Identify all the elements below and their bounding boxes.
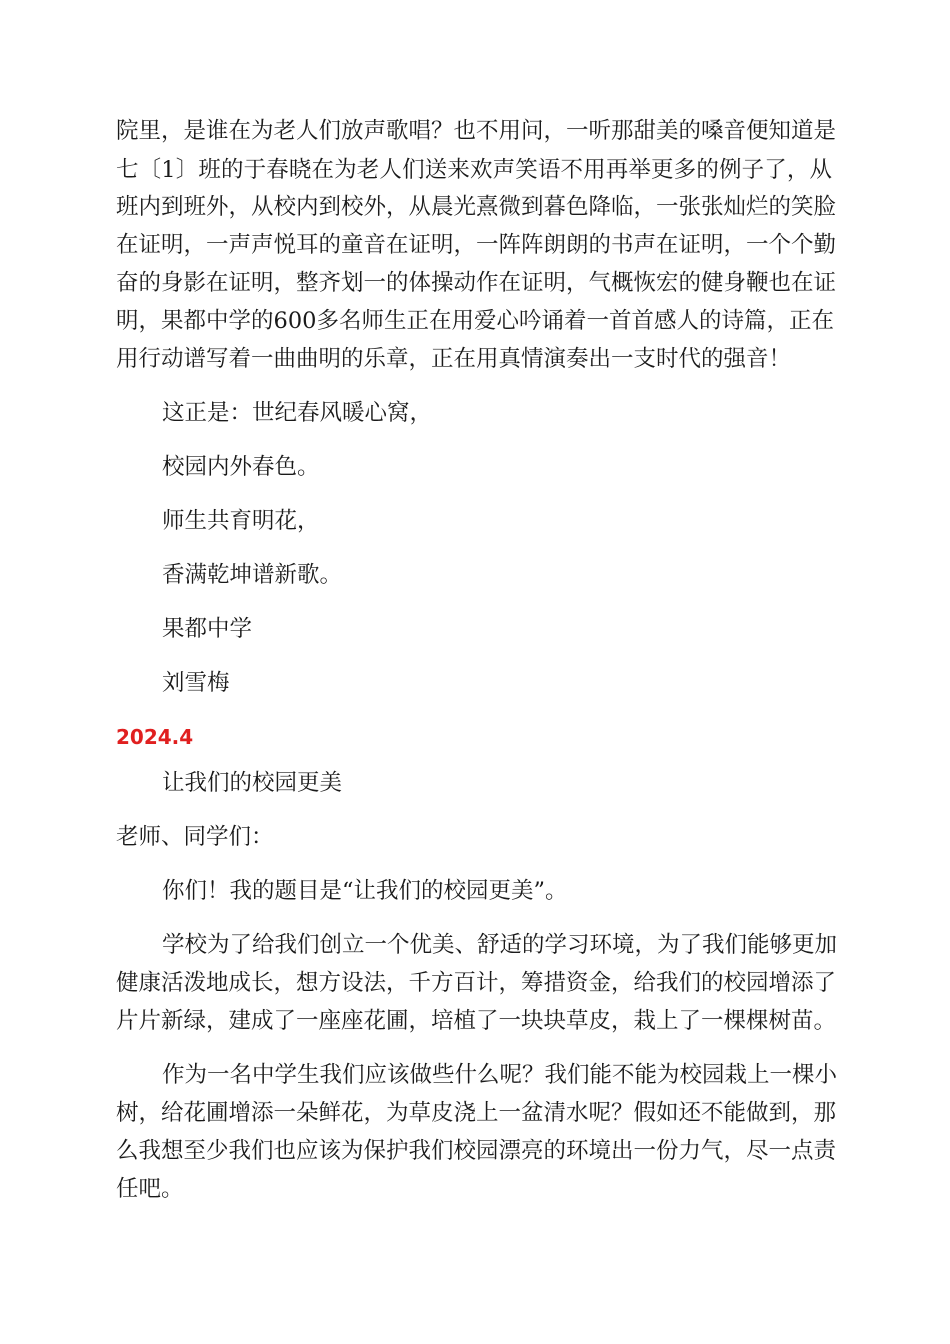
paragraph-line: 学校为了给我们创立一个优美、舒适的学习环境，为了我们能够更加	[162, 932, 838, 958]
paragraph-line: 作为一名中学生我们应该做些什么呢？我们能不能为校园栽上一棵小	[162, 1062, 838, 1088]
paragraph-line: 班内到班外，从校内到校外，从晨光熹微到暮色降临，一张张灿烂的笑脸	[116, 194, 837, 220]
poem-line: 香满乾坤谱新歌。	[162, 562, 343, 588]
poem-line: 师生共育明花，	[162, 508, 320, 534]
date: 2024.4	[116, 725, 194, 749]
paragraph-line: 片片新绿，建成了一座座花圃，培植了一块块草皮，栽上了一棵棵树苗。	[116, 1008, 837, 1034]
paragraph-line: 健康活泼地成长，想方设法，千方百计，筹措资金，给我们的校园增添了	[116, 970, 837, 996]
poem-line: 校园内外春色。	[162, 454, 320, 480]
intro-line: 你们！我的题目是“让我们的校园更美”。	[162, 878, 568, 904]
school-name: 果都中学	[162, 616, 253, 642]
paragraph-line: 么我想至少我们也应该为保护我们校园漂亮的环境出一份力气，尽一点责	[116, 1138, 837, 1164]
poem-line: 这正是：世纪春风暖心窝，	[162, 400, 433, 426]
paragraph-line: 用行动谱写着一曲曲明的乐章，正在用真情演奏出一支时代的强音！	[116, 346, 792, 372]
paragraph-line: 院里，是谁在为老人们放声歌唱？也不用问，一听那甜美的嗓音便知道是	[116, 118, 837, 144]
paragraph-line: 奋的身影在证明，整齐划一的体操动作在证明，气概恢宏的健身鞭也在证	[116, 270, 837, 296]
paragraph-line: 明，果都中学的600多名师生正在用爱心吟诵着一首首感人的诗篇，正在	[116, 308, 834, 334]
salutation: 老师、同学们：	[116, 824, 274, 850]
author-name: 刘雪梅	[162, 670, 230, 696]
paragraph-line: 在证明，一声声悦耳的童音在证明，一阵阵朗朗的书声在证明，一个个勤	[116, 232, 837, 258]
speech-title: 让我们的校园更美	[162, 770, 343, 796]
paragraph-line: 任吧。	[116, 1176, 184, 1202]
paragraph-line: 七〔1〕班的于春晓在为老人们送来欢声笑语不用再举更多的例子了，从	[116, 157, 832, 183]
paragraph-line: 树，给花圃增添一朵鲜花，为草皮浇上一盆清水呢？假如还不能做到，那	[116, 1100, 837, 1126]
